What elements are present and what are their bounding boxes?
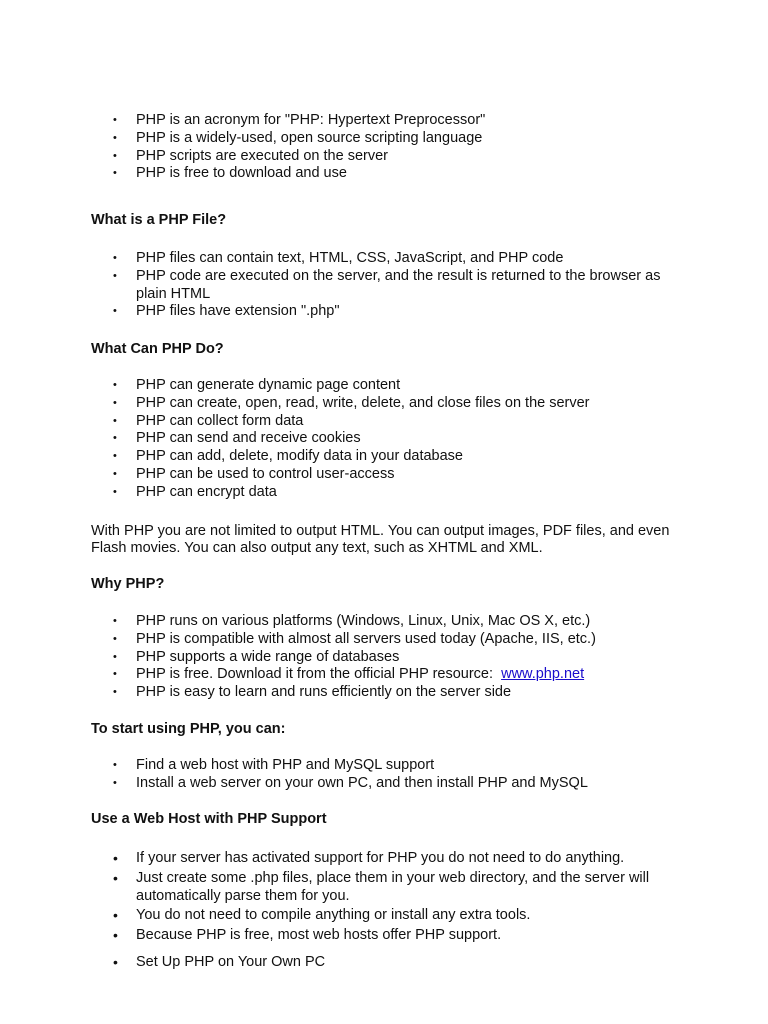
list-item: • PHP runs on various platforms (Windows, Linux, Unix, Mac OS X, etc.) bbox=[113, 613, 591, 629]
list-item-text: Find a web host with PHP and MySQL support bbox=[136, 757, 435, 773]
list-item: • Install a web server on your own PC, and then install PHP and MySQL bbox=[113, 774, 588, 791]
list-item-text: If your server has activated support for PHP you do not need to do anything. bbox=[136, 850, 625, 866]
list-item-text: PHP is compatible with almost all servers used today (Apache, IIS, etc.) bbox=[136, 630, 596, 647]
list-item: • PHP can send and receive cookies bbox=[113, 430, 361, 447]
list-item: • PHP can encrypt data bbox=[113, 483, 277, 500]
list-item-text: PHP is an acronym for "PHP: Hypertext Preprocessor" bbox=[136, 112, 486, 128]
list-item-text: PHP can add, delete, modify data in your database bbox=[136, 448, 464, 465]
why-php-list bbox=[0, 613, 768, 702]
list-item-text: PHP can create, open, read, write, delete, and close files on the server bbox=[136, 394, 590, 411]
list-item-text: Install a web server on your own PC, and then install PHP and MySQL bbox=[136, 774, 588, 791]
own-pc-list bbox=[0, 954, 768, 972]
list-item: • Because PHP is free, most web hosts offer PHP support. bbox=[113, 927, 502, 944]
list-item-text: PHP can send and receive cookies bbox=[136, 430, 361, 447]
list-item-text: Because PHP is free, most web hosts offer PHP support. bbox=[136, 927, 502, 944]
list-item: • PHP is an acronym for "PHP: Hypertext Preprocessor" bbox=[113, 112, 486, 128]
php-net-link[interactable]: www.php.net bbox=[501, 666, 585, 683]
heading-start-using-php: To start using PHP, you can: bbox=[91, 721, 286, 737]
list-item: • PHP is compatible with almost all servers used today (Apache, IIS, etc.) bbox=[113, 630, 596, 647]
list-item-text: PHP scripts are executed on the server bbox=[136, 147, 388, 164]
list-item: • You do not need to compile anything or install any extra tools. bbox=[113, 907, 531, 924]
list-item-text: PHP is easy to learn and runs efficiently on the server side bbox=[136, 684, 512, 701]
intro-section bbox=[0, 112, 768, 183]
list-item: • PHP is free. Download it from the official PHP resource: www.php.net bbox=[113, 666, 585, 683]
heading-what-can-php-do: What Can PHP Do? bbox=[91, 341, 224, 357]
intro-list bbox=[0, 112, 768, 183]
list-item: • PHP is a widely-used, open source scripting language bbox=[113, 129, 483, 146]
list-item-text: PHP supports a wide range of databases bbox=[136, 648, 400, 665]
list-item: • PHP files can contain text, HTML, CSS, JavaScript, and PHP code bbox=[113, 250, 564, 266]
list-item-text: PHP is a widely-used, open source scripting language bbox=[136, 129, 483, 146]
list-item: • Just create some .php files, place them in your web directory, and the server will automatically parse them for you. bbox=[113, 869, 650, 904]
what-can-do-list bbox=[0, 377, 768, 502]
list-item-text: PHP can generate dynamic page content bbox=[136, 377, 401, 393]
list-item: • PHP is free to download and use bbox=[113, 165, 347, 182]
start-using-section bbox=[0, 757, 768, 793]
list-item-text: Just create some .php files, place them in your web directory, and the server will automatically parse them for you. bbox=[136, 869, 650, 904]
list-item: • PHP can create, open, read, write, delete, and close files on the server bbox=[113, 394, 590, 411]
list-item: • If your server has activated support for PHP you do not need to do anything. bbox=[113, 850, 625, 866]
web-host-list bbox=[0, 850, 768, 945]
list-item-text: PHP can be used to control user-access bbox=[136, 465, 395, 482]
list-item: • PHP can collect form data bbox=[113, 412, 304, 429]
list-item: • PHP scripts are executed on the server bbox=[113, 147, 388, 164]
list-item: • PHP can be used to control user-access bbox=[113, 465, 395, 482]
list-item-text: PHP runs on various platforms (Windows, Linux, Unix, Mac OS X, etc.) bbox=[136, 613, 591, 629]
list-item-text: PHP can collect form data bbox=[136, 412, 304, 429]
list-item-text: PHP is free. Download it from the official PHP resource: bbox=[136, 666, 494, 683]
what-is-file-section bbox=[0, 250, 768, 321]
list-item: • PHP can add, delete, modify data in your database bbox=[113, 448, 464, 465]
list-item-text: PHP code are executed on the server, and the result is returned to the browser as plain HTML bbox=[136, 267, 661, 302]
list-item: • Find a web host with PHP and MySQL support bbox=[113, 757, 435, 773]
list-item-text: PHP files have extension ".php" bbox=[136, 303, 340, 320]
output-paragraph: With PHP you are not limited to output HTML. You can output images, PDF files, and even Flash movies. You can also output any text, such as XHTML and XML. bbox=[91, 523, 670, 556]
list-item: • PHP supports a wide range of databases bbox=[113, 648, 400, 665]
web-host-section bbox=[0, 850, 768, 945]
list-item-text: PHP can encrypt data bbox=[136, 483, 277, 500]
heading-why-php: Why PHP? bbox=[91, 576, 165, 592]
list-item: • PHP can generate dynamic page content bbox=[113, 377, 401, 393]
list-item: • PHP is easy to learn and runs efficiently on the server side bbox=[113, 684, 512, 701]
list-item-text: You do not need to compile anything or install any extra tools. bbox=[136, 907, 531, 924]
heading-what-is-php-file: What is a PHP File? bbox=[91, 212, 227, 228]
list-item: • Set Up PHP on Your Own PC bbox=[113, 954, 326, 970]
what-can-do-section bbox=[0, 377, 768, 502]
why-php-section bbox=[0, 613, 768, 702]
list-item: • PHP code are executed on the server, and the result is returned to the browser as plain HTML bbox=[113, 267, 661, 302]
own-pc-section bbox=[0, 954, 768, 972]
list-item: • PHP files have extension ".php" bbox=[113, 303, 340, 320]
start-using-list bbox=[0, 757, 768, 793]
list-item-text: Set Up PHP on Your Own PC bbox=[136, 954, 326, 970]
list-item-text: PHP files can contain text, HTML, CSS, JavaScript, and PHP code bbox=[136, 250, 564, 266]
list-item-text: PHP is free to download and use bbox=[136, 165, 347, 182]
heading-web-host: Use a Web Host with PHP Support bbox=[91, 811, 327, 827]
what-is-file-list bbox=[0, 250, 768, 321]
